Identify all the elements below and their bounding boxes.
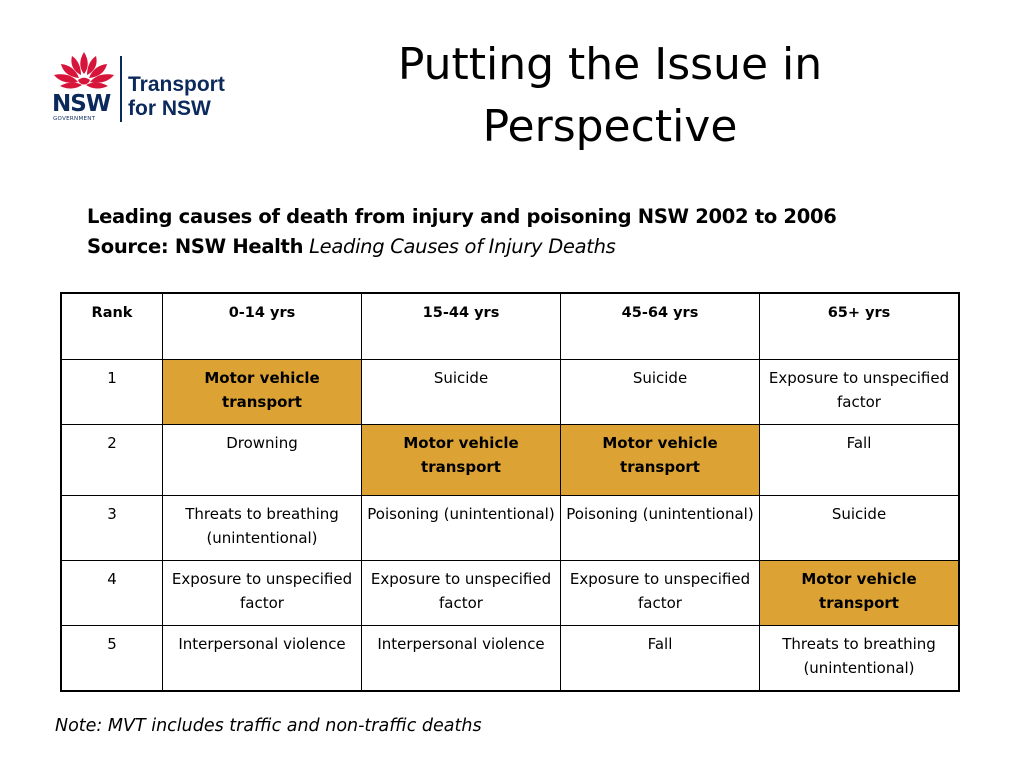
table-cell-highlighted: Motor vehicle transport: [362, 425, 561, 496]
slide-title: [360, 34, 860, 158]
caption-source-title: Leading Causes of Injury Deaths: [309, 235, 616, 258]
caption-source-label: Source: NSW Health: [87, 235, 304, 258]
table-cell: Exposure to unspecified factor: [561, 561, 760, 626]
logo-government-text: GOVERNMENT: [53, 116, 96, 122]
header-cell: 0-14 yrs: [163, 293, 362, 360]
causes-of-death-table: [60, 292, 960, 692]
logo-nsw-text: NSW: [52, 91, 111, 117]
table-cell: Poisoning (unintentional): [362, 496, 561, 561]
table-cell: Fall: [760, 425, 960, 496]
table-cell: Poisoning (unintentional): [561, 496, 760, 561]
footnote: Note: MVT includes traffic and non-traffic deaths: [55, 716, 482, 736]
header-cell: 65+ yrs: [760, 293, 960, 360]
table-cell: Suicide: [760, 496, 960, 561]
table-cell: Drowning: [163, 425, 362, 496]
header-cell: Rank: [61, 293, 163, 360]
table-header-row: [61, 293, 959, 360]
logo-brand-line1: Transport: [128, 73, 225, 96]
table-cell-highlighted: Motor vehicle transport: [163, 360, 362, 425]
header-cell: 15-44 yrs: [362, 293, 561, 360]
rank-cell: 2: [61, 425, 163, 496]
table-cell-highlighted: Motor vehicle transport: [760, 561, 960, 626]
waratah-icon: [52, 50, 116, 96]
table-cell: Suicide: [362, 360, 561, 425]
table-cell-highlighted: Motor vehicle transport: [561, 425, 760, 496]
table-row: [61, 626, 959, 692]
rank-cell: 3: [61, 496, 163, 561]
transport-nsw-logo: [52, 50, 242, 125]
table-cell: Exposure to unspecified factor: [163, 561, 362, 626]
logo-divider: [120, 56, 122, 122]
table-cell: Interpersonal violence: [163, 626, 362, 692]
slide-title-line1: Putting the Issue in: [397, 39, 823, 90]
table-row: [61, 496, 959, 561]
table-cell: Fall: [561, 626, 760, 692]
caption-heading: Leading causes of death from injury and poisoning NSW 2002 to 2006: [87, 205, 837, 228]
table-cell: Exposure to unspecified factor: [362, 561, 561, 626]
header-cell: 45-64 yrs: [561, 293, 760, 360]
table-caption: [87, 202, 837, 262]
table-row: [61, 360, 959, 425]
rank-cell: 4: [61, 561, 163, 626]
table-cell: Threats to breathing (unintentional): [760, 626, 960, 692]
table-cell: Interpersonal violence: [362, 626, 561, 692]
slide-title-line2: Perspective: [482, 101, 738, 152]
logo-brand-line2: for NSW: [128, 97, 211, 120]
rank-cell: 1: [61, 360, 163, 425]
table-row: [61, 425, 959, 496]
table-cell: Suicide: [561, 360, 760, 425]
table-cell: Threats to breathing (unintentional): [163, 496, 362, 561]
table-cell: Exposure to unspecified factor: [760, 360, 960, 425]
rank-cell: 5: [61, 626, 163, 692]
table-row: [61, 561, 959, 626]
